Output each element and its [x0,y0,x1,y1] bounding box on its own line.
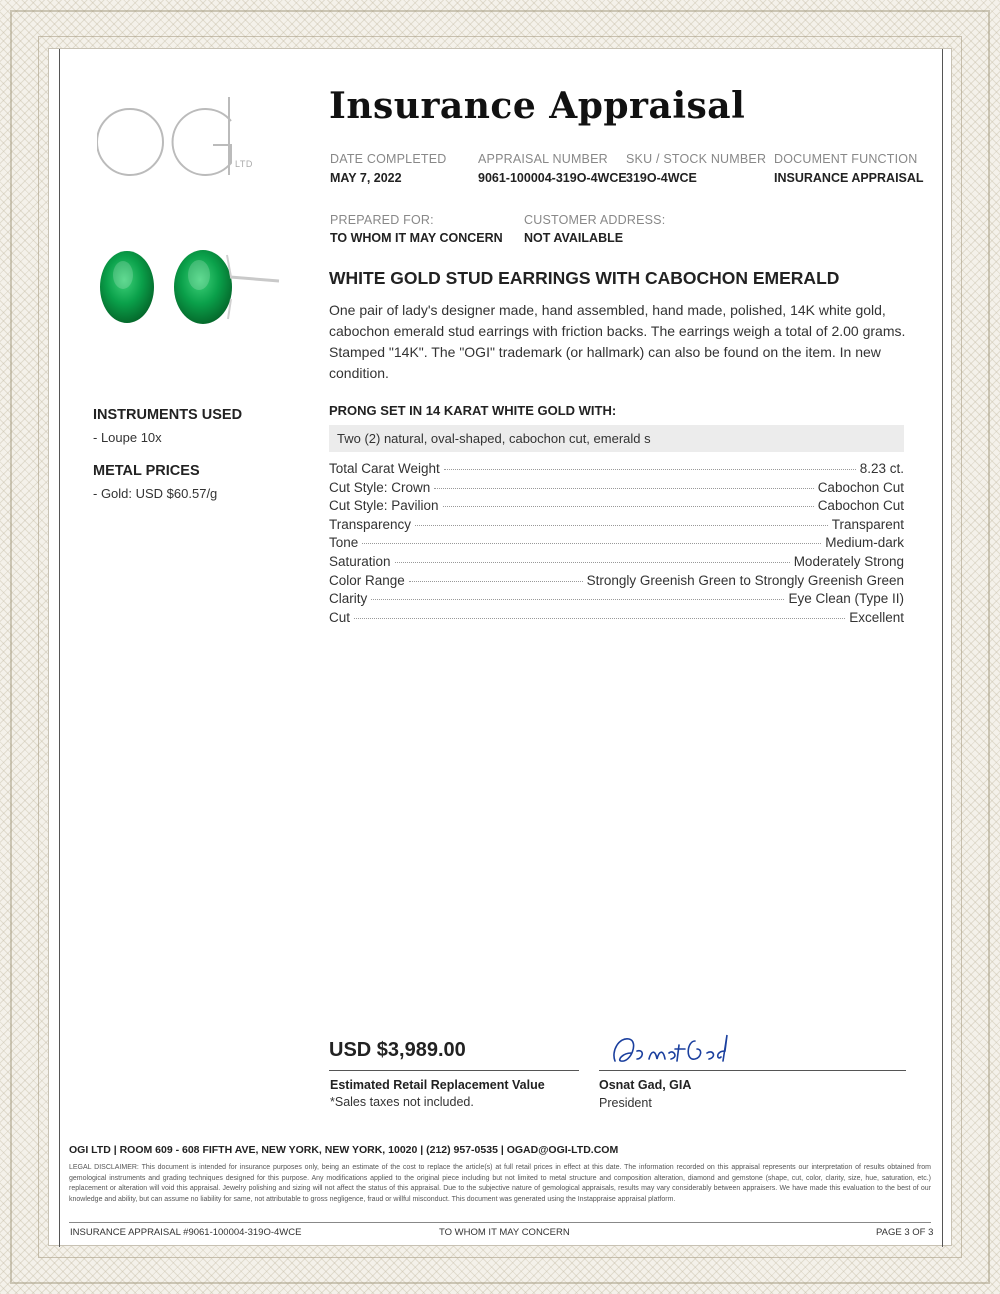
item-title: WHITE GOLD STUD EARRINGS WITH CABOCHON EMERALD [329,268,840,288]
prong-set-heading: PRONG SET IN 14 KARAT WHITE GOLD WITH: [329,403,617,418]
signer-title: President [599,1096,652,1110]
prepared-for-label: PREPARED FOR: [330,213,434,227]
customer-address-label: CUSTOMER ADDRESS: [524,213,666,227]
appraisal-number-label: APPRAISAL NUMBER [478,152,608,166]
spec-row [329,573,904,592]
spec-row [329,554,904,573]
sheet-inner-frame [59,49,943,1247]
sku-value: 319O-4WCE [626,171,697,185]
signature-line [599,1070,906,1071]
appraisal-number-value: 9061-100004-319O-4WCE [478,171,627,185]
metal-prices-heading: METAL PRICES [93,463,200,479]
document-title: Insurance Appraisal [329,85,746,127]
earrings-photo [91,239,291,339]
prepared-for-value: TO WHOM IT MAY CONCERN [330,231,503,245]
spec-label: Total Carat Weight [329,461,440,476]
spec-row [329,591,904,610]
spec-label: Color Range [329,572,405,588]
spec-value: Cabochon Cut [817,498,904,514]
spec-row [329,610,904,629]
footer-recipient: TO WHOM IT MAY CONCERN [439,1227,570,1238]
spec-row [329,498,904,517]
ogi-logo-mark [97,97,257,187]
footer-divider [69,1222,931,1223]
spec-label: Cut [329,609,351,625]
replacement-value-label: Estimated Retail Replacement Value [330,1078,545,1092]
spec-value: Medium-dark [825,535,904,551]
value-divider [329,1070,579,1071]
spec-label: Transparency [329,516,412,532]
spec-label: Cut Style: Crown [329,479,431,495]
spec-row [329,535,904,554]
instruments-value: - Loupe 10x [93,430,162,445]
ogi-logo [97,97,257,217]
spec-value: Transparent [831,516,904,532]
spec-value: Strongly Greenish Green to Strongly Greenish Green [586,572,904,588]
appraisal-sheet [48,48,952,1246]
signature [609,1031,749,1071]
spec-value: Excellent [849,609,904,625]
spec-label: Saturation [329,553,391,569]
sales-tax-note: *Sales taxes not included. [330,1095,474,1109]
instruments-heading: INSTRUMENTS USED [93,407,243,423]
spec-row [329,480,904,499]
item-description: One pair of lady's designer made, hand assembled, hand made, polished, 14K white gold, cabochon emerald stud earrings with friction backs. The earrings weigh a total of 2.00 grams. Stamped "14K". The "OGI" trademark (or hallmark) can also be found on the item. In new condition. [329,302,906,381]
customer-address-value: NOT AVAILABLE [524,231,624,245]
document-function-value: INSURANCE APPRAISAL [774,171,924,185]
document-function-label: DOCUMENT FUNCTION [774,152,918,166]
spec-row [329,461,904,480]
stone-summary-row: Two (2) natural, oval-shaped, cabochon cut, emerald s [329,425,904,452]
stone-specs [329,461,904,628]
spec-value: Moderately Strong [793,553,904,569]
spec-value: 8.23 ct. [859,461,904,476]
metal-prices-value: - Gold: USD $60.57/g [93,486,218,501]
company-address: OGI LTD | ROOM 609 - 608 FIFTH AVE, NEW YORK, NEW YORK, 10020 | (212) 957-0535 | OGAD@OGI-LTD.COM [69,1144,619,1156]
date-completed-value: MAY 7, 2022 [330,171,402,185]
spec-label: Clarity [329,591,368,607]
spec-value: Cabochon Cut [817,479,904,495]
signer-name: Osnat Gad, GIA [599,1078,692,1092]
page-number: PAGE 3 OF 3 [876,1227,934,1238]
logo-ltd-text: LTD [235,159,253,169]
sku-label: SKU / STOCK NUMBER [626,152,767,166]
legal-disclaimer: LEGAL DISCLAIMER: This document is intended for insurance purposes only, being an estimate of the cost to replace the article(s) at full retail prices in effect at this date. The information recorded on this appraisal represents our interpretation of results obtained from gemological instruments and grading techniques designed for this purpose. Any modifications applied to the original piece including but not limited to metal structure and composition alteration, diamond and gemstone (shape, cut, color, clarity, size, hue, saturation, etc.) replacement or alteration will void this appraisal. Jewelry polishing and sizing will not affect the status of this appraisal. Due to the subjective nature of gemological appraisals, results may vary considerably between appraisers. We have made this evaluation to the best of our knowledge and ability, but can assume no liability for same, not attributable to gross negligence, fraud or willful misconduct. This document was generated using the Instappraise appraisal platform. [69,1164,931,1203]
spec-label: Cut Style: Pavilion [329,498,439,514]
spec-row [329,517,904,536]
spec-label: Tone [329,535,359,551]
spec-value: Eye Clean (Type II) [788,591,904,607]
footer-appraisal-id: INSURANCE APPRAISAL #9061-100004-319O-4WCE [70,1227,302,1238]
replacement-value: USD $3,989.00 [329,1039,466,1061]
date-completed-label: DATE COMPLETED [330,152,447,166]
